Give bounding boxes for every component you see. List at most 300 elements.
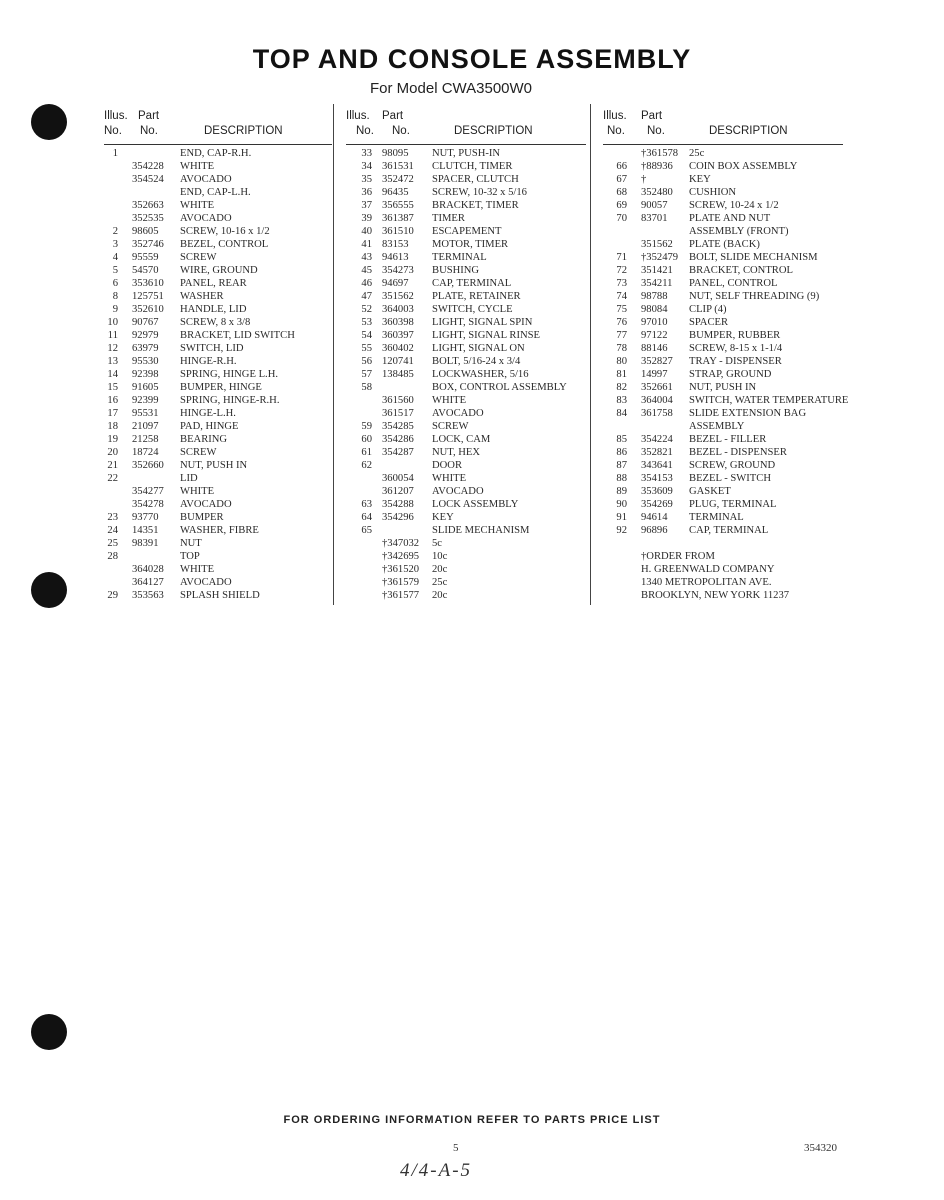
table-row [104,277,332,290]
illus-number: 4 [112,252,118,263]
table-row [104,563,332,576]
table-row [346,225,586,238]
part-number: 92398 [132,369,159,380]
part-number: 54570 [132,265,159,276]
illus-number: 66 [616,161,627,172]
part-description: 20c [432,564,448,575]
part-description: END, CAP-R.H. [180,148,252,159]
part-number: 88146 [641,343,668,354]
table-row [104,511,332,524]
illus-number: 45 [361,265,372,276]
part-description: SWITCH, CYCLE [432,304,513,315]
part-description: LOCK ASSEMBLY [432,499,519,510]
table-row [104,329,332,342]
part-number: 352827 [641,356,673,367]
part-description: BEZEL - FILLER [689,434,767,445]
part-description: SWITCH, LID [180,343,244,354]
column-header [346,110,586,145]
part-number: 354224 [641,434,673,445]
illus-number: 74 [616,291,627,302]
part-description: PLUG, TERMINAL [689,499,777,510]
table-row [346,537,586,550]
table-row [603,277,843,290]
table-row [104,238,332,251]
part-description: WHITE [180,486,215,497]
part-description: TERMINAL [689,512,744,523]
part-description: COIN BOX ASSEMBLY [689,161,798,172]
parts-list [104,147,332,602]
part-number: 360054 [382,473,414,484]
illus-number: 9 [112,304,118,315]
part-description: SCREW, GROUND [689,460,776,471]
illus-number: 67 [616,174,627,185]
part-description: AVOCADO [432,408,484,419]
part-number: 352663 [132,200,164,211]
column-header [104,110,332,145]
part-description: AVOCADO [432,486,484,497]
part-description: 20c [432,590,448,601]
part-description: CLUTCH, TIMER [432,161,513,172]
part-number: 361510 [382,226,414,237]
table-row [603,329,843,342]
part-number: 92979 [132,330,159,341]
illus-number: 82 [616,382,627,393]
part-number: † [641,174,647,185]
part-description: KEY [689,174,711,185]
table-row [603,251,843,264]
column-divider [333,104,334,605]
illus-number: 2 [112,226,118,237]
illus-number: 39 [361,213,372,224]
part-description: SPRING, HINGE-R.H. [180,395,280,406]
illus-number: 80 [616,356,627,367]
part-description: CLIP (4) [689,304,727,315]
part-number: 364004 [641,395,673,406]
part-description: 10c [432,551,448,562]
table-row [603,550,843,563]
illus-number: 61 [361,447,372,458]
part-number: 361387 [382,213,414,224]
part-description: 25c [689,148,705,159]
part-description: BUSHING [432,265,480,276]
table-row [346,303,586,316]
table-row [346,485,586,498]
table-row [603,173,843,186]
table-row [603,264,843,277]
table-row [603,355,843,368]
illus-number: 22 [107,473,118,484]
illus-number: 3 [112,239,118,250]
part-description: BUMPER, RUBBER [689,330,781,341]
part-description: BRACKET, CONTROL [689,265,793,276]
table-row [104,498,332,511]
table-row [104,420,332,433]
illus-number: 35 [361,174,372,185]
table-row [603,433,843,446]
table-row [603,290,843,303]
table-row [104,524,332,537]
part-number: 97010 [641,317,668,328]
part-description: SPACER [689,317,729,328]
part-description: ASSEMBLY [689,421,745,432]
illus-number: 87 [616,460,627,471]
table-row [346,329,586,342]
illus-number: 72 [616,265,627,276]
part-description: CAP, TERMINAL [432,278,512,289]
part-description: HINGE-R.H. [180,356,237,367]
table-row [346,212,586,225]
table-row [346,251,586,264]
illus-number: 37 [361,200,372,211]
part-number: †352479 [641,252,679,263]
part-number: 361560 [382,395,414,406]
illus-number: 88 [616,473,627,484]
part-description: LOCKWASHER, 5/16 [432,369,529,380]
table-row [603,576,843,589]
illus-number: 90 [616,499,627,510]
part-number: 98605 [132,226,159,237]
table-row [104,407,332,420]
part-number: 360402 [382,343,414,354]
part-number: 14997 [641,369,668,380]
illus-number: 5 [112,265,118,276]
illus-header-top: Illus. [346,110,370,122]
part-description: PLATE AND NUT [689,213,771,224]
part-description: WHITE [180,564,215,575]
part-description: HANDLE, LID [180,304,247,315]
illus-number: 10 [107,317,118,328]
illus-number: 34 [361,161,372,172]
illus-number: 23 [107,512,118,523]
part-description: BUMPER [180,512,224,523]
page-title: TOP AND CONSOLE ASSEMBLY [252,44,692,74]
part-number: H. GREENWALD COMPANY [641,564,775,575]
part-description: BOLT, 5/16-24 x 3/4 [432,356,521,367]
illus-number: 28 [107,551,118,562]
table-row [603,303,843,316]
illus-header-bottom: No. [607,125,625,137]
illus-number: 43 [361,252,372,263]
parts-column-3 [603,110,849,602]
part-number: 92399 [132,395,159,406]
part-number: 354296 [382,512,414,523]
column-header [603,110,843,145]
part-number: 352746 [132,239,164,250]
table-row [346,407,586,420]
part-description: AVOCADO [180,213,232,224]
illus-number: 18 [107,421,118,432]
part-number: 354286 [382,434,414,445]
illus-number: 55 [361,343,372,354]
table-row [104,212,332,225]
punch-hole-bottom [31,1014,67,1050]
table-row [603,381,843,394]
part-number: 354153 [641,473,673,484]
part-number: 138485 [382,369,414,380]
table-row [104,316,332,329]
table-row [346,550,586,563]
punch-hole-top [31,104,67,140]
illus-number: 6 [112,278,118,289]
part-description: SCREW [432,421,469,432]
illus-number: 14 [107,369,118,380]
part-description: PLATE, RETAINER [432,291,521,302]
illus-number: 36 [361,187,372,198]
part-number: 91605 [132,382,159,393]
part-description: SCREW [180,252,217,263]
illus-number: 1 [112,148,118,159]
column-divider [590,104,591,605]
part-number: 96896 [641,525,668,536]
part-number: †361578 [641,148,679,159]
part-description: 5c [432,538,442,549]
part-description: WIRE, GROUND [180,265,258,276]
part-number: 21258 [132,434,159,445]
part-number: 96435 [382,187,409,198]
table-row [603,446,843,459]
table-row [346,576,586,589]
part-description: ASSEMBLY (FRONT) [689,226,789,237]
part-number: †361577 [382,590,420,601]
part-number: 354524 [132,174,164,185]
description-header: DESCRIPTION [204,125,283,137]
part-description: SCREW, 8-15 x 1-1/4 [689,343,783,354]
part-description: SCREW, 10-32 x 5/16 [432,187,527,198]
illus-number: 70 [616,213,627,224]
part-number: 97122 [641,330,668,341]
part-description: NUT, PUSH IN [689,382,757,393]
illus-number: 58 [361,382,372,393]
table-row [104,303,332,316]
description-header: DESCRIPTION [454,125,533,137]
parts-column-1 [104,110,332,602]
part-number: †361520 [382,564,420,575]
illus-header-top: Illus. [104,110,128,122]
part-description: AVOCADO [180,174,232,185]
table-row [603,485,843,498]
table-row [346,160,586,173]
table-row [104,251,332,264]
part-number: 351421 [641,265,673,276]
illus-number: 83 [616,395,627,406]
part-description: BRACKET, LID SWITCH [180,330,295,341]
part-description: WHITE [180,200,215,211]
part-description: WASHER, FIBRE [180,525,259,536]
illus-number: 59 [361,421,372,432]
table-row [603,186,843,199]
table-row [603,394,849,407]
part-number: 351562 [382,291,414,302]
table-row [104,576,332,589]
illus-number: 63 [361,499,372,510]
part-number: 14351 [132,525,159,536]
table-row [104,394,332,407]
part-number: 90057 [641,200,668,211]
table-row [104,589,332,602]
part-description: TRAY - DISPENSER [689,356,782,367]
table-row [104,199,332,212]
part-number: 364127 [132,577,164,588]
part-header-bottom: No. [140,125,158,137]
illus-number: 13 [107,356,118,367]
part-number: 98084 [641,304,668,315]
part-number: 94697 [382,278,409,289]
table-row [104,225,332,238]
table-row [603,420,843,433]
part-number: 352661 [641,382,673,393]
table-row [104,186,332,199]
part-description: BEZEL, CONTROL [180,239,269,250]
part-header-top: Part [382,110,404,122]
illus-number: 40 [361,226,372,237]
illus-header-top: Illus. [603,110,627,122]
illus-number: 81 [616,369,627,380]
illus-number: 75 [616,304,627,315]
part-description: SLIDE MECHANISM [432,525,530,536]
part-number: 95531 [132,408,159,419]
illus-number: 77 [616,330,627,341]
part-description: LIGHT, SIGNAL RINSE [432,330,540,341]
table-row [346,420,586,433]
part-number: 83701 [641,213,668,224]
part-number: 354287 [382,447,414,458]
part-description: LIGHT, SIGNAL ON [432,343,525,354]
part-number: 18724 [132,447,159,458]
illus-number: 76 [616,317,627,328]
illus-header-bottom: No. [356,125,374,137]
table-row [346,238,586,251]
part-description: BOX, CONTROL ASSEMBLY [432,382,567,393]
part-description: SCREW, 10-16 x 1/2 [180,226,270,237]
illus-number: 64 [361,512,372,523]
illus-header-bottom: No. [104,125,122,137]
part-description: SPRING, HINGE L.H. [180,369,278,380]
table-row [346,199,586,212]
illus-number: 25 [107,538,118,549]
part-number: †347032 [382,538,420,549]
illus-number: 24 [107,525,118,536]
punch-hole-middle [31,572,67,608]
illus-number: 16 [107,395,118,406]
table-row [104,485,332,498]
table-row [104,264,332,277]
part-number: 361758 [641,408,673,419]
part-number: 352472 [382,174,414,185]
table-row [346,277,586,290]
part-number: †361579 [382,577,420,588]
part-description: AVOCADO [180,499,232,510]
part-description: SWITCH, WATER TEMPERATURE [689,395,849,406]
part-number: 120741 [382,356,414,367]
part-number: 351562 [641,239,673,250]
part-number: 361517 [382,408,414,419]
illus-number: 71 [616,252,627,263]
table-row [346,433,586,446]
part-description: LIGHT, SIGNAL SPIN [432,317,533,328]
table-row [104,368,332,381]
part-description: BRACKET, TIMER [432,200,519,211]
part-description: TOP [180,551,200,562]
part-description: NUT, SELF THREADING (9) [689,291,820,302]
part-header-bottom: No. [392,125,410,137]
table-row [104,160,332,173]
part-description: WHITE [432,395,467,406]
part-number: 354269 [641,499,673,510]
table-row [603,537,843,550]
part-description: CAP, TERMINAL [689,525,769,536]
illus-number: 57 [361,369,372,380]
table-row [603,459,843,472]
table-row [603,589,843,602]
document-number: 354320 [804,1142,837,1154]
part-number: 354273 [382,265,414,276]
part-number: 360397 [382,330,414,341]
part-number: 95559 [132,252,159,263]
table-row [603,212,843,225]
part-description: MOTOR, TIMER [432,239,509,250]
illus-number: 65 [361,525,372,536]
table-row [346,498,586,511]
part-number: BROOKLYN, NEW YORK 11237 [641,590,790,601]
table-row [603,342,843,355]
part-description: PANEL, CONTROL [689,278,778,289]
part-description: PANEL, REAR [180,278,247,289]
table-row [346,511,586,524]
illus-number: 86 [616,447,627,458]
table-row [104,342,332,355]
part-description: NUT [180,538,202,549]
part-number: 354277 [132,486,164,497]
part-description: WHITE [432,473,467,484]
handwritten-note: 4/4-A-5 [400,1160,473,1181]
part-number: 90767 [132,317,159,328]
table-row [603,199,843,212]
part-description: 25c [432,577,448,588]
table-row [603,407,843,420]
part-description: SCREW, 10-24 x 1/2 [689,200,779,211]
table-row [104,173,332,186]
part-number: 95530 [132,356,159,367]
table-row [346,446,586,459]
part-description: HINGE-L.H. [180,408,236,419]
part-description: DOOR [432,460,463,471]
table-row [346,147,586,160]
illus-number: 89 [616,486,627,497]
part-description: LOCK, CAM [432,434,491,445]
table-row [346,459,586,472]
table-row [603,511,843,524]
part-description: SLIDE EXTENSION BAG [689,408,807,419]
part-description: SCREW [180,447,217,458]
table-row [346,355,586,368]
part-description: PLATE (BACK) [689,239,760,250]
parts-list [603,147,849,602]
part-number: 361531 [382,161,414,172]
illus-number: 47 [361,291,372,302]
illus-number: 78 [616,343,627,354]
part-number: 356555 [382,200,414,211]
table-row [104,290,332,303]
part-header-top: Part [641,110,663,122]
table-row [346,290,586,303]
part-number: 352480 [641,187,673,198]
part-number: 354288 [382,499,414,510]
illus-number: 19 [107,434,118,445]
table-row [603,524,843,537]
table-row [346,342,586,355]
part-description: ESCAPEMENT [432,226,502,237]
part-number: 94614 [641,512,668,523]
